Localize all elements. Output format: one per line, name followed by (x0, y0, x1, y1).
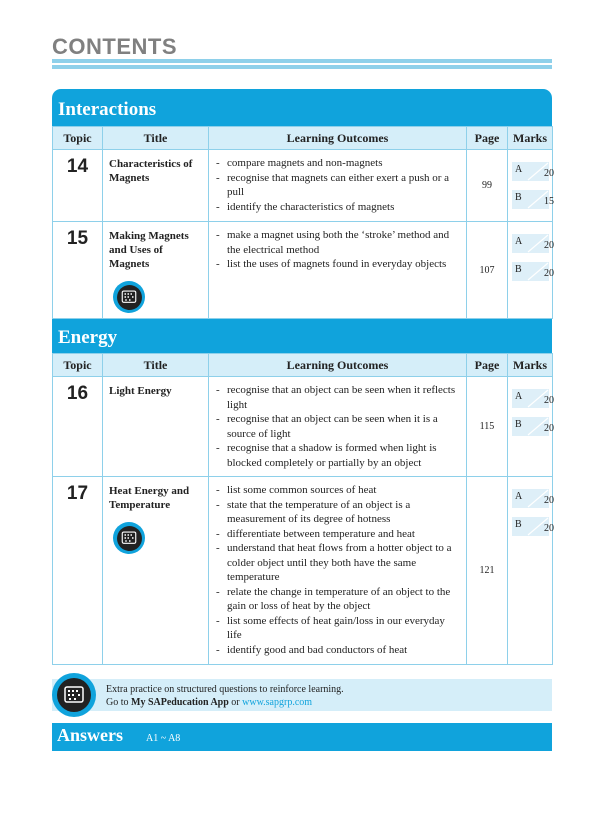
learning-outcome: - list the uses of magnets found in everyday objects (213, 257, 462, 272)
learning-outcome: - recognise that an object can be seen when it is a source of light (213, 412, 462, 441)
marks-cell (508, 222, 553, 319)
col-header-title: Title (103, 354, 209, 377)
topic-title-text: Making Magnets and Uses of Magnets (109, 230, 189, 270)
marks-box (512, 262, 554, 281)
extra-practice-text (106, 683, 344, 709)
marks-value: 20 (544, 495, 554, 506)
page-number: 107 (467, 222, 508, 319)
topic-title (103, 477, 209, 665)
website-link[interactable]: www.sapgrp.com (242, 697, 313, 708)
footer-or: or (228, 697, 243, 708)
app-icon[interactable] (52, 673, 96, 717)
topic-row (53, 477, 553, 665)
col-header-page: Page (467, 127, 508, 150)
topic-title (103, 150, 209, 222)
marks-cell (508, 150, 553, 222)
learning-outcomes (209, 377, 467, 477)
learning-outcomes (209, 477, 467, 665)
topic-number: 15 (53, 222, 103, 319)
learning-outcome: - recognise that an object can be seen when it reflects light (213, 383, 462, 412)
learning-outcome: - compare magnets and non-magnets (213, 156, 462, 171)
footer-prefix: Go to (106, 697, 131, 708)
topic-number: 16 (53, 377, 103, 477)
learning-outcome: - recognise that a shadow is formed when light is blocked completely or partially by an object (213, 441, 462, 470)
col-header-outcomes: Learning Outcomes (209, 127, 467, 150)
topic-title-text: Heat Energy and Temperature (109, 485, 190, 511)
marks-section-label: B (515, 419, 522, 430)
page-number: 121 (467, 477, 508, 665)
col-header-marks: Marks (508, 354, 553, 377)
learning-outcomes (209, 222, 467, 319)
learning-outcome: - identify good and bad conductors of heat (213, 643, 462, 658)
topic-number: 17 (53, 477, 103, 665)
marks-box (512, 489, 554, 508)
marks-section-label: B (515, 264, 522, 275)
marks-box (512, 190, 554, 209)
page-title: CONTENTS (52, 34, 177, 59)
footer-line1: Extra practice on structured questions to reinforce learning. (106, 684, 344, 695)
marks-section-label: A (515, 491, 523, 502)
col-header-page: Page (467, 354, 508, 377)
marks-cell (508, 377, 553, 477)
col-header-marks: Marks (508, 127, 553, 150)
topic-title-text: Characteristics of Magnets (109, 158, 193, 184)
marks-value: 20 (544, 168, 554, 179)
answers-range: A1 ~ A8 (146, 733, 181, 744)
marks-box (512, 162, 554, 181)
learning-outcome: - recognise that magnets can either exert a push or a pull (213, 171, 462, 200)
topic-row (53, 377, 553, 477)
page-number: 99 (467, 150, 508, 222)
topic-row (53, 150, 553, 222)
learning-outcome: - understand that heat flows from a hotter object to a colder object until they both have the same temperature (213, 541, 462, 585)
learning-outcomes (209, 150, 467, 222)
topic-number: 14 (53, 150, 103, 222)
marks-value: 20 (544, 395, 554, 406)
answers-bar (52, 723, 552, 751)
marks-section-label: B (515, 519, 522, 530)
learning-outcome: - relate the change in temperature of an object to the gain or loss of heat by the object (213, 585, 462, 614)
marks-section-label: A (515, 164, 523, 175)
page-number: 115 (467, 377, 508, 477)
learning-outcome: - identify the characteristics of magnets (213, 200, 462, 215)
marks-cell (508, 477, 553, 665)
app-name: My SAPeducation App (131, 697, 229, 708)
col-header-topic: Topic (53, 127, 103, 150)
marks-value: 20 (544, 523, 554, 534)
marks-box (512, 234, 554, 253)
app-icon[interactable] (113, 522, 145, 554)
section-header-energy: Energy (52, 319, 552, 353)
marks-value: 15 (544, 196, 554, 207)
footer-line2 (106, 696, 344, 709)
learning-outcome: - state that the temperature of an object is a measurement of its degree of hotness (213, 498, 462, 527)
marks-value: 20 (544, 423, 554, 434)
col-header-outcomes: Learning Outcomes (209, 354, 467, 377)
marks-section-label: A (515, 236, 523, 247)
topic-title (103, 377, 209, 477)
topic-row (53, 222, 553, 319)
title-rule (52, 65, 552, 69)
marks-box (512, 517, 554, 536)
learning-outcome: - list some effects of heat gain/loss in our everyday life (213, 614, 462, 643)
learning-outcome: - differentiate between temperature and heat (213, 527, 462, 542)
marks-value: 20 (544, 268, 554, 279)
marks-section-label: A (515, 391, 523, 402)
topic-title-text: Light Energy (109, 385, 172, 397)
col-header-title: Title (103, 127, 209, 150)
learning-outcome: - make a magnet using both the ‘stroke’ method and the electrical method (213, 228, 462, 257)
app-icon[interactable] (113, 281, 145, 313)
contents-table-interactions (52, 126, 553, 319)
answers-label: Answers (57, 725, 123, 745)
learning-outcome: - list some common sources of heat (213, 483, 462, 498)
topic-title (103, 222, 209, 319)
marks-box (512, 417, 554, 436)
title-rule (52, 59, 552, 63)
contents-table-energy (52, 353, 553, 665)
marks-value: 20 (544, 240, 554, 251)
col-header-topic: Topic (53, 354, 103, 377)
marks-box (512, 389, 554, 408)
section-header-interactions: Interactions (52, 89, 552, 126)
marks-section-label: B (515, 192, 522, 203)
